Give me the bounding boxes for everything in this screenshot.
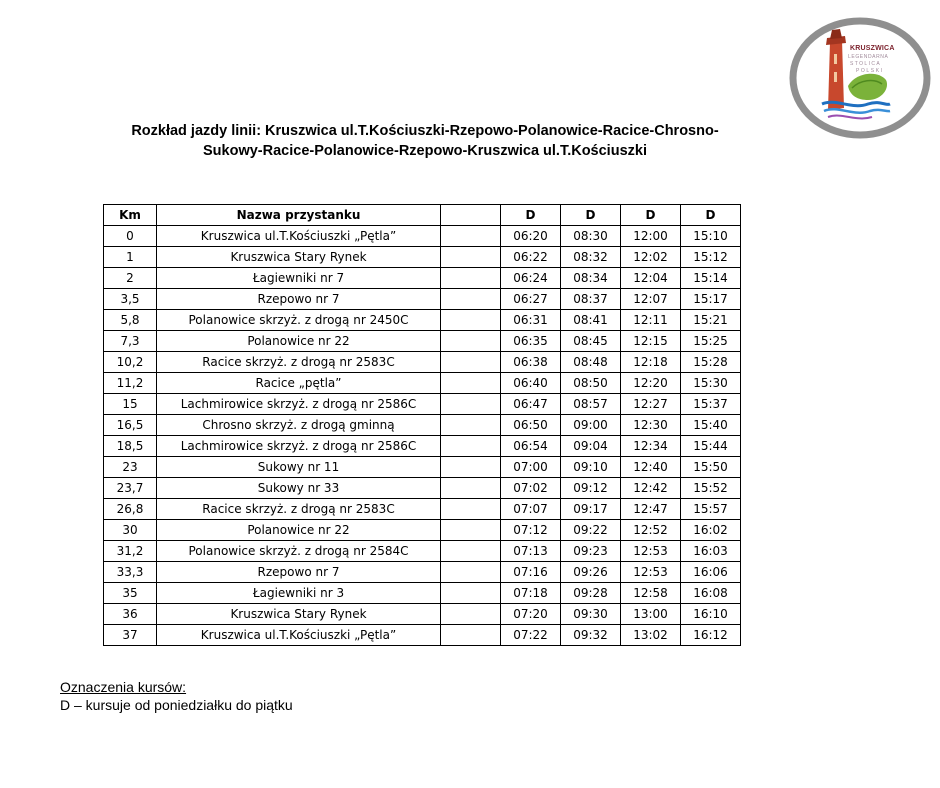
- cell-time: 12:07: [621, 289, 681, 310]
- cell-time: 07:12: [501, 520, 561, 541]
- logo-text-kruszwica: KRUSZWICA: [850, 45, 895, 52]
- cell-time: 07:07: [501, 499, 561, 520]
- cell-time: 09:12: [561, 478, 621, 499]
- cell-time: 09:00: [561, 415, 621, 436]
- cell-time: 15:44: [681, 436, 741, 457]
- cell-time: 16:12: [681, 625, 741, 646]
- cell-time: 07:18: [501, 583, 561, 604]
- cell-stop-name: Kruszwica ul.T.Kościuszki „Pętla”: [157, 226, 441, 247]
- cell-km: 31,2: [104, 541, 157, 562]
- cell-time: 12:42: [621, 478, 681, 499]
- table-row: [104, 289, 741, 310]
- cell-time: 12:27: [621, 394, 681, 415]
- cell-time: 09:30: [561, 604, 621, 625]
- cell-blank: [441, 604, 501, 625]
- cell-time: 16:02: [681, 520, 741, 541]
- cell-time: 12:47: [621, 499, 681, 520]
- cell-blank: [441, 541, 501, 562]
- cell-km: 1: [104, 247, 157, 268]
- table-row: [104, 604, 741, 625]
- cell-time: 15:50: [681, 457, 741, 478]
- cell-time: 12:02: [621, 247, 681, 268]
- cell-km: 7,3: [104, 331, 157, 352]
- cell-time: 07:20: [501, 604, 561, 625]
- table-row: [104, 226, 741, 247]
- cell-time: 15:25: [681, 331, 741, 352]
- logo-text-polski: POLSKI: [856, 68, 884, 74]
- cell-stop-name: Kruszwica Stary Rynek: [157, 604, 441, 625]
- cell-time: 15:30: [681, 373, 741, 394]
- cell-km: 37: [104, 625, 157, 646]
- cell-time: 08:34: [561, 268, 621, 289]
- cell-time: 15:37: [681, 394, 741, 415]
- cell-blank: [441, 373, 501, 394]
- cell-stop-name: Lachmirowice skrzyż. z drogą nr 2586C: [157, 436, 441, 457]
- cell-time: 06:40: [501, 373, 561, 394]
- cell-time: 13:00: [621, 604, 681, 625]
- cell-km: 11,2: [104, 373, 157, 394]
- cell-time: 06:22: [501, 247, 561, 268]
- cell-time: 09:22: [561, 520, 621, 541]
- cell-time: 15:14: [681, 268, 741, 289]
- cell-time: 13:02: [621, 625, 681, 646]
- cell-time: 06:27: [501, 289, 561, 310]
- cell-time: 12:53: [621, 562, 681, 583]
- cell-blank: [441, 247, 501, 268]
- cell-time: 08:45: [561, 331, 621, 352]
- cell-time: 06:47: [501, 394, 561, 415]
- cell-km: 5,8: [104, 310, 157, 331]
- cell-time: 15:12: [681, 247, 741, 268]
- legend-title: Oznaczenia kursów:: [60, 679, 187, 695]
- cell-blank: [441, 415, 501, 436]
- cell-time: 12:52: [621, 520, 681, 541]
- table-row: [104, 436, 741, 457]
- header-blank: [441, 205, 501, 226]
- table-row: [104, 520, 741, 541]
- cell-time: 12:30: [621, 415, 681, 436]
- cell-stop-name: Lachmirowice skrzyż. z drogą nr 2586C: [157, 394, 441, 415]
- cell-time: 15:57: [681, 499, 741, 520]
- legend-item-d: D – kursuje od poniedziałku do piątku: [60, 697, 293, 713]
- cell-stop-name: Racice „pętla”: [157, 373, 441, 394]
- table-row: [104, 415, 741, 436]
- cell-blank: [441, 520, 501, 541]
- cell-km: 35: [104, 583, 157, 604]
- cell-stop-name: Polanowice skrzyż. z drogą nr 2584C: [157, 541, 441, 562]
- logo-text-legendarna: LEGENDARNA: [848, 54, 889, 60]
- cell-time: 06:35: [501, 331, 561, 352]
- cell-blank: [441, 625, 501, 646]
- cell-time: 12:34: [621, 436, 681, 457]
- cell-blank: [441, 226, 501, 247]
- cell-stop-name: Polanowice nr 22: [157, 520, 441, 541]
- table-row: [104, 625, 741, 646]
- timetable-body: [104, 226, 741, 646]
- cell-blank: [441, 562, 501, 583]
- table-row: [104, 499, 741, 520]
- cell-stop-name: Polanowice skrzyż. z drogą nr 2450C: [157, 310, 441, 331]
- cell-time: 09:10: [561, 457, 621, 478]
- table-row: [104, 331, 741, 352]
- header-stop-name: Nazwa przystanku: [157, 205, 441, 226]
- cell-blank: [441, 478, 501, 499]
- table-row: [104, 352, 741, 373]
- cell-time: 07:16: [501, 562, 561, 583]
- header-course-3: D: [621, 205, 681, 226]
- cell-time: 07:13: [501, 541, 561, 562]
- cell-time: 12:11: [621, 310, 681, 331]
- cell-time: 07:02: [501, 478, 561, 499]
- table-row: [104, 457, 741, 478]
- cell-time: 09:28: [561, 583, 621, 604]
- legend: [60, 678, 293, 714]
- table-row: [104, 247, 741, 268]
- timetable: [103, 204, 741, 646]
- cell-km: 36: [104, 604, 157, 625]
- cell-time: 07:22: [501, 625, 561, 646]
- title-line-2: Sukowy-Racice-Polanowice-Rzepowo-Kruszwica ul.T.Kościuszki: [203, 143, 647, 159]
- cell-time: 16:08: [681, 583, 741, 604]
- cell-time: 09:32: [561, 625, 621, 646]
- cell-time: 16:03: [681, 541, 741, 562]
- cell-km: 23: [104, 457, 157, 478]
- cell-time: 15:10: [681, 226, 741, 247]
- header-course-2: D: [561, 205, 621, 226]
- cell-blank: [441, 352, 501, 373]
- table-row: [104, 310, 741, 331]
- cell-time: 08:37: [561, 289, 621, 310]
- cell-time: 08:32: [561, 247, 621, 268]
- cell-time: 12:04: [621, 268, 681, 289]
- cell-time: 09:23: [561, 541, 621, 562]
- cell-stop-name: Kruszwica Stary Rynek: [157, 247, 441, 268]
- cell-stop-name: Sukowy nr 11: [157, 457, 441, 478]
- cell-blank: [441, 310, 501, 331]
- header-km: Km: [104, 205, 157, 226]
- cell-stop-name: Łagiewniki nr 7: [157, 268, 441, 289]
- cell-km: 18,5: [104, 436, 157, 457]
- header-course-1: D: [501, 205, 561, 226]
- cell-time: 12:18: [621, 352, 681, 373]
- cell-time: 08:48: [561, 352, 621, 373]
- cell-time: 06:24: [501, 268, 561, 289]
- table-header-row: [104, 205, 741, 226]
- table-row: [104, 268, 741, 289]
- cell-km: 33,3: [104, 562, 157, 583]
- cell-km: 2: [104, 268, 157, 289]
- cell-stop-name: Kruszwica ul.T.Kościuszki „Pętla”: [157, 625, 441, 646]
- cell-blank: [441, 289, 501, 310]
- title-line-1: Rozkład jazdy linii: Kruszwica ul.T.Kościuszki-Rzepowo-Polanowice-Racice-Chrosno-: [131, 123, 719, 139]
- cell-time: 12:58: [621, 583, 681, 604]
- kruszwica-logo: [786, 14, 934, 142]
- cell-time: 08:50: [561, 373, 621, 394]
- page-title: [60, 121, 790, 161]
- cell-time: 15:52: [681, 478, 741, 499]
- cell-time: 07:00: [501, 457, 561, 478]
- cell-km: 3,5: [104, 289, 157, 310]
- cell-km: 15: [104, 394, 157, 415]
- cell-time: 06:54: [501, 436, 561, 457]
- table-row: [104, 562, 741, 583]
- cell-time: 09:26: [561, 562, 621, 583]
- cell-time: 15:40: [681, 415, 741, 436]
- table-row: [104, 373, 741, 394]
- cell-time: 12:20: [621, 373, 681, 394]
- header-course-4: D: [681, 205, 741, 226]
- cell-km: 0: [104, 226, 157, 247]
- cell-time: 06:31: [501, 310, 561, 331]
- table-row: [104, 478, 741, 499]
- cell-blank: [441, 394, 501, 415]
- cell-blank: [441, 583, 501, 604]
- cell-time: 12:15: [621, 331, 681, 352]
- cell-time: 09:04: [561, 436, 621, 457]
- logo-text-stolica: STOLICA: [850, 61, 882, 67]
- cell-time: 16:10: [681, 604, 741, 625]
- table-row: [104, 394, 741, 415]
- cell-stop-name: Rzepowo nr 7: [157, 289, 441, 310]
- logo-graphic: [786, 14, 934, 142]
- cell-time: 08:30: [561, 226, 621, 247]
- cell-time: 15:17: [681, 289, 741, 310]
- cell-time: 15:21: [681, 310, 741, 331]
- cell-blank: [441, 331, 501, 352]
- cell-blank: [441, 268, 501, 289]
- cell-time: 16:06: [681, 562, 741, 583]
- table-row: [104, 541, 741, 562]
- cell-km: 26,8: [104, 499, 157, 520]
- cell-time: 08:41: [561, 310, 621, 331]
- cell-blank: [441, 436, 501, 457]
- cell-time: 15:28: [681, 352, 741, 373]
- cell-stop-name: Łagiewniki nr 3: [157, 583, 441, 604]
- cell-stop-name: Racice skrzyż. z drogą nr 2583C: [157, 499, 441, 520]
- cell-time: 06:38: [501, 352, 561, 373]
- cell-time: 12:00: [621, 226, 681, 247]
- cell-stop-name: Sukowy nr 33: [157, 478, 441, 499]
- cell-blank: [441, 499, 501, 520]
- cell-km: 23,7: [104, 478, 157, 499]
- table-row: [104, 583, 741, 604]
- cell-stop-name: Chrosno skrzyż. z drogą gminną: [157, 415, 441, 436]
- cell-km: 30: [104, 520, 157, 541]
- cell-time: 06:50: [501, 415, 561, 436]
- cell-stop-name: Polanowice nr 22: [157, 331, 441, 352]
- cell-blank: [441, 457, 501, 478]
- cell-time: 12:53: [621, 541, 681, 562]
- cell-time: 06:20: [501, 226, 561, 247]
- cell-time: 12:40: [621, 457, 681, 478]
- cell-stop-name: Rzepowo nr 7: [157, 562, 441, 583]
- cell-time: 08:57: [561, 394, 621, 415]
- cell-stop-name: Racice skrzyż. z drogą nr 2583C: [157, 352, 441, 373]
- cell-km: 16,5: [104, 415, 157, 436]
- cell-km: 10,2: [104, 352, 157, 373]
- cell-time: 09:17: [561, 499, 621, 520]
